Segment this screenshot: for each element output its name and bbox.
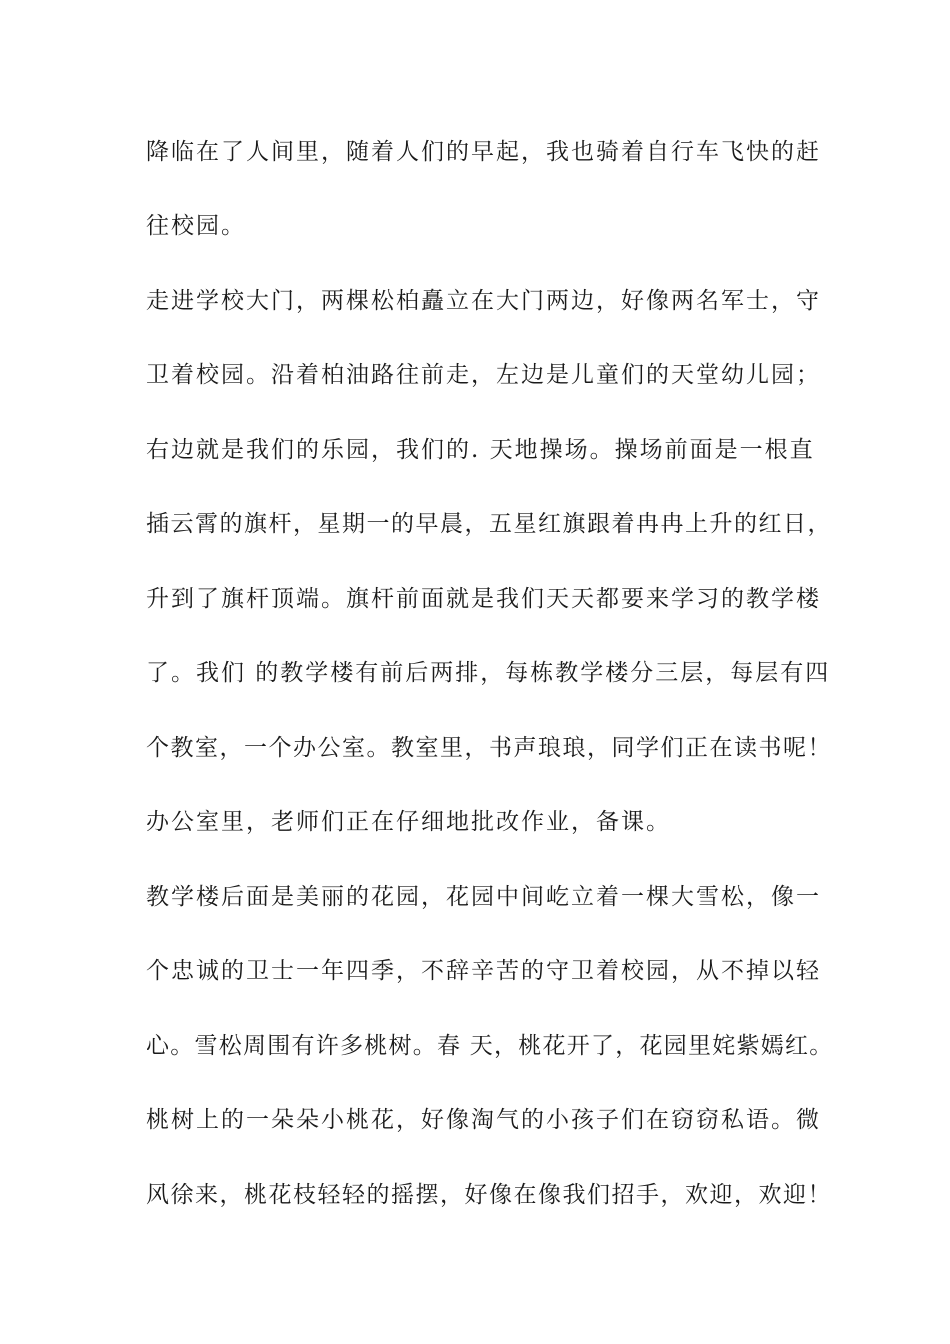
text-line-1: 降临在了人间里，随着人们的早起，我也骑着自行车飞快的赶 [146, 139, 821, 165]
text-line-12: 个忠诚的卫士一年四季，不辞辛苦的守卫着校园，从不掉以轻 [146, 958, 821, 984]
text-line-13: 心。雪松周围有许多桃树。春 天，桃花开了，花园里姹紫嫣红。 [146, 1033, 834, 1059]
text-line-15: 风徐来，桃花枝轻轻的摇摆，好像在像我们招手，欢迎，欢迎！ [146, 1182, 832, 1208]
text-line-10: 办公室里，老师们正在仔细地批改作业，备课。 [146, 809, 671, 835]
text-line-5: 右边就是我们的乐园，我们的. 天地操场。操场前面是一根直 [146, 437, 815, 463]
text-line-2: 往校园。 [146, 213, 246, 239]
text-line-9: 个教室，一个办公室。教室里，书声琅琅，同学们正在读书呢！ [146, 735, 832, 761]
text-line-14: 桃树上的一朵朵小桃花，好像淘气的小孩子们在窃窃私语。微 [146, 1107, 821, 1133]
text-line-8: 了。我们 的教学楼有前后两排，每栋教学楼分三层，每层有四 [146, 660, 831, 686]
text-line-6: 插云霄的旗杆，星期一的早晨，五星红旗跟着冉冉上升的红日， [146, 511, 832, 537]
text-line-7: 升到了旗杆顶端。旗杆前面就是我们天天都要来学习的教学楼 [146, 586, 821, 612]
text-line-4: 卫着校园。沿着柏油路往前走，左边是儿童们的天堂幼儿园； [146, 362, 821, 388]
text-line-11: 教学楼后面是美丽的花园，花园中间屹立着一棵大雪松，像一 [146, 884, 821, 910]
text-line-3: 走进学校大门，两棵松柏矗立在大门两边，好像两名军士，守 [146, 288, 821, 314]
